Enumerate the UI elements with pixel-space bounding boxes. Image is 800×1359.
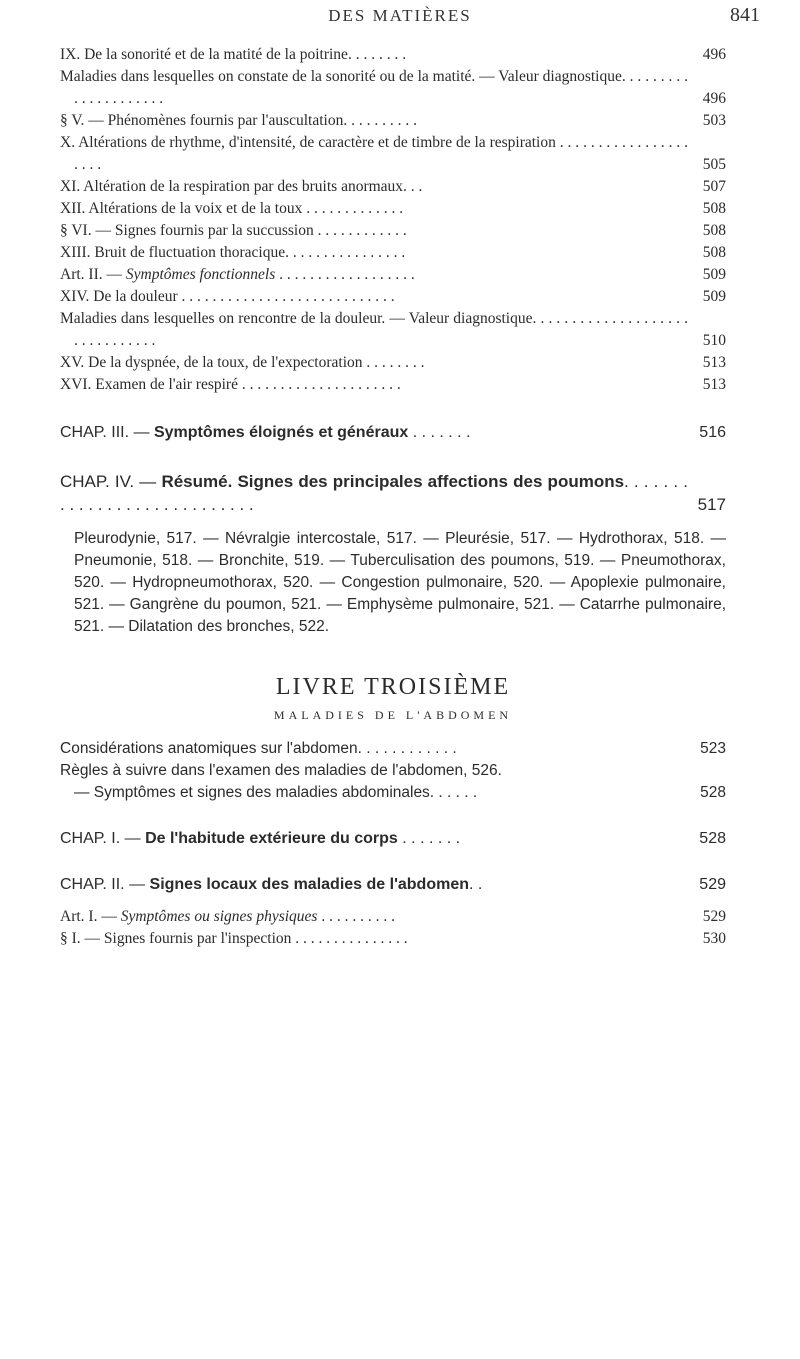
toc-entry — [60, 286, 726, 308]
toc-entry-page: 528 — [700, 784, 726, 801]
toc-entry-text: XV. De la dyspnée, de la toux, de l'expectoration . . . . . . . . — [60, 354, 425, 371]
toc-entry-page: 509 — [702, 288, 726, 305]
toc-entry — [60, 132, 726, 176]
toc-entry — [60, 352, 726, 374]
toc-entry — [60, 110, 726, 132]
chapter-page: 529 — [699, 876, 726, 893]
chapter-entry — [60, 874, 726, 896]
toc-entry-page: 508 — [702, 222, 726, 239]
toc-entry-text: — Symptômes et signes des maladies abdominales. . . . . . — [74, 784, 478, 801]
article-title: Symptômes ou signes physiques — [120, 908, 318, 925]
toc-entry — [60, 308, 726, 352]
toc-entry-text: XI. Altération de la respiration par des bruits anormaux. . . — [60, 178, 423, 195]
toc-entry-page: 529 — [702, 908, 726, 925]
toc-entry — [60, 220, 726, 242]
toc-entry — [60, 44, 726, 66]
toc-entry-text: XIV. De la douleur . . . . . . . . . . . . . . . . . . . . . . . . . . . . — [60, 288, 395, 305]
chapter-page: 516 — [699, 424, 726, 441]
chapter-prefix: CHAP. II. — — [60, 876, 150, 893]
toc-entry — [60, 782, 726, 804]
toc-entry-text: § I. — Signes fournis par l'inspection . . . . . . . . . . . . . . . — [60, 930, 408, 947]
toc-entry-text: XII. Altérations de la voix et de la toux . . . . . . . . . . . . . — [60, 200, 404, 217]
running-title: DES MATIÈRES — [328, 6, 472, 25]
chapter-leader: . . — [468, 876, 483, 893]
toc-entry-text: IX. De la sonorité et de la matité de la poitrine. . . . . . . . — [60, 46, 407, 63]
toc-entry-page: 496 — [702, 46, 726, 63]
chapter-prefix: CHAP. III. — — [60, 424, 154, 441]
toc-entry-page: 503 — [702, 112, 726, 129]
toc-entry-page: 509 — [702, 266, 726, 283]
chapter-title: De l'habitude extérieure du corps — [145, 830, 398, 847]
book-title: LIVRE TROISIÈME — [275, 674, 511, 700]
book-subtitle: MALADIES DE L'ABDOMEN — [273, 708, 513, 722]
chapter-page: 528 — [699, 830, 726, 847]
toc-entry — [60, 738, 726, 760]
article-leader: . . . . . . . . . . — [321, 908, 395, 925]
chapter-entry — [60, 470, 726, 516]
toc-entry — [60, 374, 726, 396]
toc-entry-page: 510 — [702, 332, 726, 349]
toc-entry — [60, 66, 726, 110]
chapter-title: Résumé. Signes des principales affections des poumons — [161, 472, 625, 491]
chapter-summary-text: Pleurodynie, 517. — Névralgie intercostale, 517. — Pleurésie, 517. — Hydrothorax, 518. — Pneumonie, 518. — Bronchite, 519. — Tuberculisation des poumons, 519. — Pneumothorax, 520. — Hydropneumothorax, 520. — Congestion pulmonaire, 520. — Apoplexie pulmonaire, 521. — Gangrène du poumon, 521. — Emphysème pulmonaire, 521. — Catarrhe pulmonaire, 521. — Dilatation des bronches, 522. — [74, 530, 726, 635]
chapter-leader: . . . . . . . — [402, 830, 461, 847]
toc-article-entry — [60, 264, 726, 286]
toc-entry-page: 496 — [702, 90, 726, 107]
article-prefix: Art. II. — — [60, 266, 126, 283]
toc-entry-page: 505 — [702, 156, 726, 173]
toc-entry-text: § VI. — Signes fournis par la succussion . . . . . . . . . . . . — [60, 222, 407, 239]
toc-article-entry — [60, 906, 726, 928]
toc-entry-page: 523 — [700, 740, 726, 757]
article-leader: . . . . . . . . . . . . . . . . . . — [275, 266, 415, 283]
toc-entry-page: 508 — [702, 200, 726, 217]
chapter-leader: . . . . . . . . . . . . . . . . . . . . . . . . . . . . — [60, 472, 688, 514]
toc-entry-text: XVI. Examen de l'air respiré . . . . . . . . . . . . . . . . . . . . . — [60, 376, 401, 393]
toc-entry-text: XIII. Bruit de fluctuation thoracique. . . . . . . . . . . . . . . . — [60, 244, 406, 261]
chapter-entry — [60, 422, 726, 444]
toc-entry — [60, 176, 726, 198]
chapter-leader: . . . . . . . — [412, 424, 471, 441]
toc-entry-page: 530 — [702, 930, 726, 947]
table-of-contents — [60, 44, 726, 950]
running-head — [0, 4, 800, 40]
chapter-title: Signes locaux des maladies de l'abdomen — [149, 876, 469, 893]
toc-entry-text: Règles à suivre dans l'examen des maladies de l'abdomen, 526. — [60, 762, 502, 779]
chapter-prefix: CHAP. IV. — — [60, 472, 162, 491]
chapter-title: Symptômes éloignés et généraux — [153, 424, 409, 441]
article-prefix: Art. I. — — [60, 908, 121, 925]
toc-entry-text: Maladies dans lesquelles on rencontre de la douleur. — Valeur diagnostique. . . . . . . . . . . . . . . . . . . . . . . . . . . . . . . — [60, 310, 688, 349]
toc-entry-page: 508 — [702, 244, 726, 261]
toc-entry-text: Maladies dans lesquelles on constate de la sonorité ou de la matité. — Valeur diagnostique. . . . . . . . . . . . . . . . . . . . . — [60, 68, 688, 107]
toc-entry — [60, 242, 726, 264]
chapter-prefix: CHAP. I. — — [60, 830, 146, 847]
chapter-page: 517 — [697, 495, 726, 514]
page-number: 841 — [730, 4, 760, 26]
chapter-entry — [60, 828, 726, 850]
toc-entry-text: X. Altérations de rhythme, d'intensité, de caractère et de timbre de la respiration . . . . . . . . . . . . . . . . . . . . . — [60, 134, 688, 173]
toc-entry — [60, 198, 726, 220]
toc-entry — [60, 928, 726, 950]
toc-entry-text: Considérations anatomiques sur l'abdomen. . . . . . . . . . . . — [60, 740, 457, 757]
toc-entry-text: § V. — Phénomènes fournis par l'auscultation. . . . . . . . . . — [60, 112, 417, 129]
toc-entry-page: 513 — [702, 354, 726, 371]
chapter-summary — [60, 528, 726, 638]
toc-entry-page: 507 — [702, 178, 726, 195]
article-title: Symptômes fonctionnels — [125, 266, 276, 283]
toc-entry-page: 513 — [702, 376, 726, 393]
toc-entry — [60, 760, 726, 782]
